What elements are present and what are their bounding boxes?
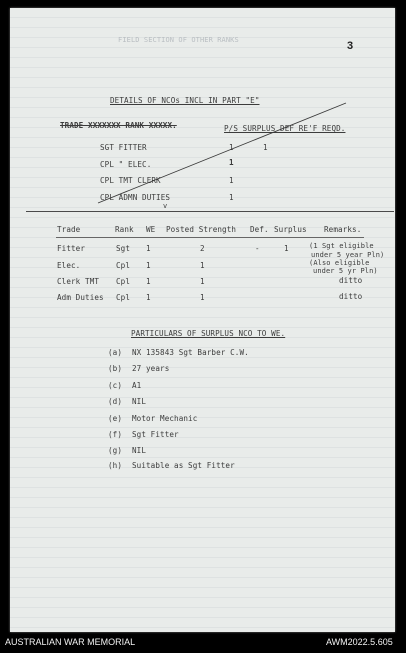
struck-heading: TRADE XXXXXXX RANK XXXXX.: [60, 121, 177, 130]
particular-value: NX 135843 Sgt Barber C.W.: [132, 348, 249, 357]
footer-source: AUSTRALIAN WAR MEMORIAL: [5, 637, 136, 647]
table-cell-we: 1: [146, 277, 151, 286]
table-cell-trade: Adm Duties: [57, 293, 104, 302]
table-cell-we: 1: [146, 261, 151, 270]
table-cell-remarks: (Also eligible: [309, 259, 370, 267]
s1-row-ps: 1: [229, 176, 234, 185]
particular-key: (b): [108, 364, 123, 373]
table-cell-posted: 1: [200, 277, 205, 286]
section-divider: [26, 211, 394, 212]
table-cell-we: 1: [146, 244, 151, 253]
particular-value: A1: [132, 381, 142, 390]
faint-header: FIELD SECTION OF OTHER RANKS: [118, 36, 239, 44]
table-cell-remarks: under 5 yr Pln): [313, 267, 378, 275]
particular-value: NIL: [132, 397, 147, 406]
table-cell-posted: 1: [200, 293, 205, 302]
s1-row-label: CPL TMT CLERK: [100, 176, 161, 185]
table-header-we: WE: [146, 225, 156, 234]
particular-value: Motor Mechanic: [132, 414, 198, 423]
s1-row-label: CPL ADMN DUTIES: [100, 193, 171, 202]
table-header-remarks: Remarks.: [324, 225, 362, 234]
table-cell-rank: Sgt: [116, 244, 131, 253]
table-header-def: Def.: [250, 225, 269, 234]
s1-row-surplus: 1: [263, 143, 268, 152]
table-cell-def: -: [255, 244, 260, 253]
s1-row-label: CPL " ELEC.: [100, 160, 152, 169]
table-cell-posted: 2: [200, 244, 205, 253]
s1-row-ps: 1: [229, 143, 234, 152]
table-cell-surplus: 1: [284, 244, 289, 253]
table-header-surplus: Surplus: [274, 225, 307, 234]
table-cell-posted: 1: [200, 261, 205, 270]
s1-row-label: SGT FITTER: [100, 143, 147, 152]
particular-value: NIL: [132, 446, 147, 455]
table-cell-rank: Cpl: [116, 277, 131, 286]
particular-key: (f): [108, 430, 123, 439]
table-cell-rank: Cpl: [116, 261, 131, 270]
table-header-rank: Rank: [115, 225, 134, 234]
particular-key: (e): [108, 414, 123, 423]
particular-key: (g): [108, 446, 123, 455]
table-header-underline: [56, 237, 364, 238]
footer-accession-id: AWM2022.5.605: [326, 637, 393, 647]
table-header-posted: Posted Strength: [166, 225, 237, 234]
table-cell-remarks: ditto: [339, 292, 363, 301]
table-cell-remarks: under 5 year Pln): [311, 251, 385, 259]
table-header-trade: Trade: [57, 225, 81, 234]
particular-key: (d): [108, 397, 123, 406]
particular-value: Suitable as Sgt Fitter: [132, 461, 235, 470]
table-cell-trade: Fitter: [57, 244, 86, 253]
particular-key: (h): [108, 461, 123, 470]
table-cell-remarks: ditto: [339, 276, 363, 285]
s1-row-ps: 1: [229, 158, 234, 167]
pencil-mark: 3: [347, 40, 354, 52]
section1-col-headers: P/S SURPLUS DEF RE'F REQD.: [224, 124, 346, 133]
s1-row-ps: 1: [229, 193, 234, 202]
particular-value: Sgt Fitter: [132, 430, 179, 439]
section1-title: DETAILS OF NCOs INCL IN PART "E": [110, 96, 260, 105]
table-cell-trade: Clerk TMT: [57, 277, 100, 286]
particular-key: (c): [108, 381, 123, 390]
particular-key: (a): [108, 348, 123, 357]
table-cell-remarks: (1 Sgt eligible: [309, 242, 374, 250]
table-cell-rank: Cpl: [116, 293, 131, 302]
table-cell-we: 1: [146, 293, 151, 302]
particular-value: 27 years: [132, 364, 170, 373]
particulars-title: PARTICULARS OF SURPLUS NCO TO WE.: [131, 329, 286, 338]
tick-mark: v: [163, 202, 168, 210]
table-cell-trade: Elec.: [57, 261, 81, 270]
